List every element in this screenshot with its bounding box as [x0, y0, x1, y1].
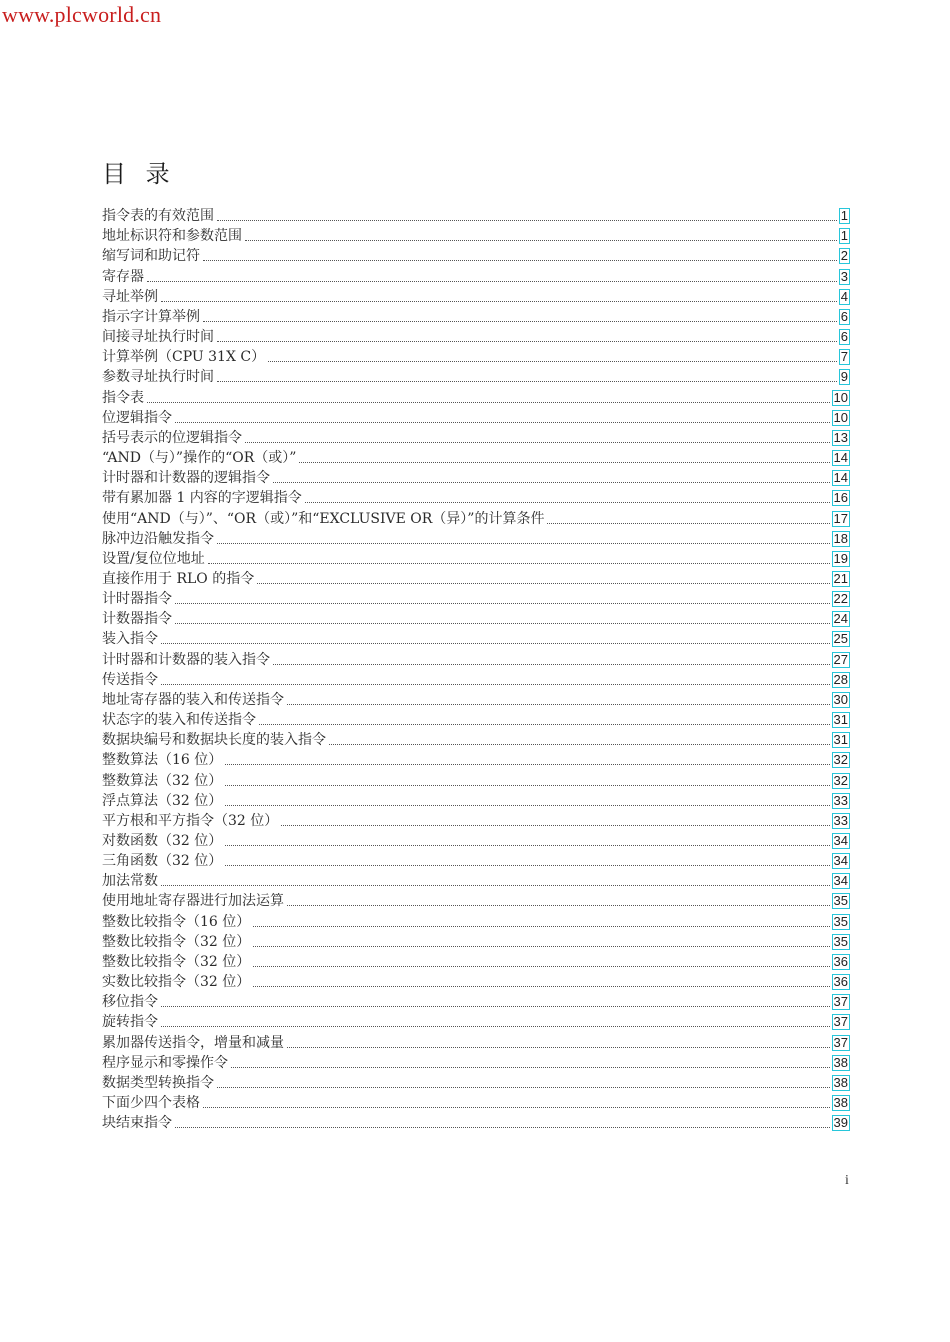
toc-entry[interactable]: [102, 1092, 850, 1112]
dot-leader: [253, 945, 829, 947]
toc-page-link[interactable]: 35: [833, 913, 848, 929]
toc-page-link[interactable]: 32: [833, 752, 848, 768]
dot-leader: [253, 965, 829, 967]
toc-entry[interactable]: [102, 548, 850, 568]
toc-entry[interactable]: [102, 487, 850, 507]
dot-leader: [287, 703, 830, 705]
toc-page-link[interactable]: 36: [833, 974, 848, 990]
toc-page-link[interactable]: 38: [833, 1074, 848, 1090]
dot-leader: [225, 763, 829, 765]
toc-entry[interactable]: [102, 971, 850, 991]
toc-page-link[interactable]: 4: [840, 288, 848, 304]
toc-page-link[interactable]: 18: [833, 530, 848, 546]
dot-leader: [175, 622, 830, 624]
toc-entry[interactable]: [102, 1011, 850, 1031]
toc-list: [102, 205, 850, 1132]
toc-entry[interactable]: [102, 568, 850, 588]
toc-page-link[interactable]: 7: [840, 349, 848, 365]
toc-entry-label: 累加器传送指令，增量和减量: [102, 1034, 284, 1051]
toc-entry[interactable]: [102, 346, 850, 366]
toc-page-link[interactable]: 35: [833, 933, 848, 949]
toc-entry[interactable]: [102, 890, 850, 910]
toc-page-link[interactable]: 22: [833, 591, 848, 607]
dot-leader: [203, 320, 837, 322]
toc-entry[interactable]: [102, 1031, 850, 1051]
toc-page-link[interactable]: 19: [833, 550, 848, 566]
toc-entry[interactable]: [102, 528, 850, 548]
toc-page-link[interactable]: 9: [840, 369, 848, 385]
toc-entry[interactable]: [102, 1112, 850, 1132]
toc-entry-label: 参数寻址执行时间: [102, 369, 214, 386]
toc-entry[interactable]: [102, 507, 850, 527]
toc-entry[interactable]: [102, 648, 850, 668]
toc-entry-label: 设置/复位位地址: [102, 550, 205, 567]
dot-leader: [245, 441, 830, 443]
dot-leader: [161, 1005, 830, 1007]
toc-entry-label: 计时器指令: [102, 591, 172, 608]
toc-page-link[interactable]: 34: [833, 873, 848, 889]
toc-entry-label: 对数函数（32 位）: [102, 833, 223, 849]
toc-entry-label: 间接寻址执行时间: [102, 329, 214, 346]
toc-entry[interactable]: [102, 326, 850, 346]
dot-leader: [217, 1086, 830, 1088]
toc-entry[interactable]: [102, 205, 850, 225]
dot-leader: [299, 461, 829, 463]
toc-entry-label: 浮点算法（32 位）: [102, 792, 223, 809]
toc-page-link[interactable]: 38: [833, 1054, 848, 1070]
toc-entry-label: 三角函数（32 位）: [102, 853, 223, 870]
toc-entry[interactable]: [102, 225, 850, 245]
dot-leader: [147, 401, 830, 403]
toc-entry-label: 指令表: [102, 389, 144, 406]
toc-page-link[interactable]: 33: [833, 812, 848, 828]
toc-entry-label: 平方根和平方指令（32 位）: [102, 812, 279, 829]
dot-leader: [175, 421, 830, 423]
toc-entry-label: 程序显示和零操作令: [102, 1054, 228, 1071]
toc-entry-label: 计时器和计数器的逻辑指令: [102, 470, 270, 487]
toc-page-link[interactable]: 30: [833, 691, 848, 707]
toc-entry-label: 带有累加器 1 内容的字逻辑指令: [102, 490, 302, 507]
toc-title: 目 录: [102, 160, 176, 188]
toc-page-link[interactable]: 31: [833, 712, 848, 728]
toc-page-link[interactable]: 37: [833, 1034, 848, 1050]
toc-page-link[interactable]: 13: [833, 429, 848, 445]
dot-leader: [217, 219, 837, 221]
toc-entry[interactable]: [102, 709, 850, 729]
toc-entry-label: 括号表示的位逻辑指令: [102, 429, 242, 446]
dot-leader: [203, 259, 837, 261]
dot-leader: [225, 864, 829, 866]
dot-leader: [217, 542, 830, 544]
toc-entry[interactable]: [102, 427, 850, 447]
toc-entry[interactable]: [102, 306, 850, 326]
toc-entry[interactable]: [102, 669, 850, 689]
toc-page-link[interactable]: 10: [833, 389, 848, 405]
toc-entry-label: 使用地址寄存器进行加法运算: [102, 893, 284, 910]
toc-entry-label: 整数比较指令（16 位）: [102, 913, 251, 930]
toc-entry[interactable]: [102, 467, 850, 487]
toc-entry-label: 移位指令: [102, 994, 158, 1011]
dot-leader: [245, 239, 837, 241]
toc-entry-label: 使用“AND（与）”、“OR（或）”和“EXCLUSIVE OR（异）”的计算条件: [102, 510, 545, 527]
toc-entry-label: 寄存器: [102, 268, 144, 285]
dot-leader: [225, 844, 829, 846]
toc-entry-label: 装入指令: [102, 631, 158, 648]
toc-page-link[interactable]: 17: [833, 510, 848, 526]
toc-entry[interactable]: [102, 588, 850, 608]
dot-leader: [161, 300, 837, 302]
dot-leader: [253, 925, 829, 927]
toc-page-link[interactable]: 16: [833, 490, 848, 506]
toc-entry-label: 地址寄存器的装入和传送指令: [102, 691, 284, 708]
toc-page-link[interactable]: 39: [833, 1115, 848, 1131]
dot-leader: [161, 1025, 830, 1027]
watermark-link[interactable]: www.plcworld.cn: [2, 2, 162, 27]
toc-entry[interactable]: [102, 870, 850, 890]
page-number: i: [845, 1173, 849, 1188]
dot-leader: [175, 602, 830, 604]
toc-page-link[interactable]: 32: [833, 772, 848, 788]
toc-entry-label: 块结束指令: [102, 1115, 172, 1132]
toc-page-link[interactable]: 14: [833, 450, 848, 466]
dot-leader: [281, 824, 829, 826]
dot-leader: [257, 582, 829, 584]
toc-entry-label: 整数算法（32 位）: [102, 772, 223, 789]
dot-leader: [231, 1066, 830, 1068]
dot-leader: [273, 481, 830, 483]
toc-entry[interactable]: [102, 830, 850, 850]
toc-page-link[interactable]: 3: [840, 268, 848, 284]
toc-page-link[interactable]: 24: [833, 611, 848, 627]
dot-leader: [217, 380, 837, 382]
toc-page-link[interactable]: 10: [833, 409, 848, 425]
dot-leader: [175, 1126, 830, 1128]
dot-leader: [225, 804, 829, 806]
toc-entry-label: 计算举例（CPU 31X C）: [102, 349, 266, 366]
toc-entry[interactable]: [102, 910, 850, 930]
toc-entry-label: 整数比较指令（32 位）: [102, 953, 251, 970]
dot-leader: [225, 784, 829, 786]
toc-entry-label: 加法常数: [102, 873, 158, 890]
toc-entry[interactable]: [102, 689, 850, 709]
toc-entry-label: 下面少四个表格: [102, 1095, 200, 1112]
toc-entry[interactable]: [102, 951, 850, 971]
toc-entry-label: 传送指令: [102, 671, 158, 688]
dot-leader: [161, 642, 830, 644]
toc-page-link[interactable]: 33: [833, 792, 848, 808]
toc-entry-label: 计数器指令: [102, 611, 172, 628]
toc-entry[interactable]: [102, 729, 850, 749]
toc-page-link[interactable]: 34: [833, 853, 848, 869]
toc-entry-label: 计时器和计数器的装入指令: [102, 651, 270, 668]
toc-page-link[interactable]: 6: [840, 329, 848, 345]
toc-entry-label: 寻址举例: [102, 288, 158, 305]
toc-page-link[interactable]: 2: [840, 248, 848, 264]
dot-leader: [305, 501, 830, 503]
dot-leader: [287, 1046, 830, 1048]
dot-leader: [208, 562, 830, 564]
toc-page-link[interactable]: 6: [840, 308, 848, 324]
toc-page-link[interactable]: 28: [833, 671, 848, 687]
toc-entry[interactable]: [102, 245, 850, 265]
toc-entry[interactable]: [102, 931, 850, 951]
toc-entry[interactable]: [102, 366, 850, 386]
toc-page-link[interactable]: 38: [833, 1095, 848, 1111]
dot-leader: [161, 884, 830, 886]
toc-entry-label: 实数比较指令（32 位）: [102, 974, 251, 991]
toc-page-link[interactable]: 25: [833, 631, 848, 647]
dot-leader: [259, 723, 830, 725]
toc-entry-label: 整数算法（16 位）: [102, 752, 223, 769]
toc-page-link[interactable]: 31: [833, 732, 848, 748]
toc-entry-label: 指示字计算举例: [102, 308, 200, 325]
toc-entry[interactable]: [102, 1052, 850, 1072]
toc-entry[interactable]: [102, 790, 850, 810]
toc-entry[interactable]: [102, 991, 850, 1011]
toc-entry[interactable]: [102, 749, 850, 769]
toc-entry-label: 指令表的有效范围: [102, 208, 214, 225]
dot-leader: [329, 743, 830, 745]
dot-leader: [203, 1106, 830, 1108]
toc-entry-label: 位逻辑指令: [102, 409, 172, 426]
toc-page-link[interactable]: 21: [833, 570, 848, 586]
dot-leader: [268, 360, 837, 362]
dot-leader: [287, 904, 830, 906]
toc-entry-label: 数据类型转换指令: [102, 1074, 214, 1091]
toc-page-link[interactable]: 34: [833, 833, 848, 848]
toc-entry[interactable]: [102, 850, 850, 870]
toc-entry[interactable]: [102, 769, 850, 789]
toc-page-link[interactable]: 36: [833, 953, 848, 969]
toc-entry-label: 缩写词和助记符: [102, 248, 200, 265]
toc-page-link[interactable]: 27: [833, 651, 848, 667]
dot-leader: [273, 663, 830, 665]
toc-entry-label: 地址标识符和参数范围: [102, 228, 242, 245]
dot-leader: [253, 985, 829, 987]
toc-entry[interactable]: [102, 386, 850, 406]
toc-entry-label: 直接作用于 RLO 的指令: [102, 570, 255, 587]
toc-page-link[interactable]: 35: [833, 893, 848, 909]
toc-entry-label: 旋转指令: [102, 1014, 158, 1031]
toc-page-link[interactable]: 37: [833, 1014, 848, 1030]
toc-entry[interactable]: [102, 407, 850, 427]
toc-page-link[interactable]: 1: [840, 228, 848, 244]
toc-entry[interactable]: [102, 286, 850, 306]
toc-entry[interactable]: [102, 265, 850, 285]
toc-entry-label: “AND（与）”操作的“OR（或）”: [102, 450, 297, 467]
toc-page-link[interactable]: 1: [840, 208, 848, 224]
toc-entry[interactable]: [102, 447, 850, 467]
toc-entry[interactable]: [102, 1072, 850, 1092]
toc-entry[interactable]: [102, 628, 850, 648]
toc-entry[interactable]: [102, 810, 850, 830]
toc-entry-label: 数据块编号和数据块长度的装入指令: [102, 732, 326, 749]
toc-entry-label: 脉冲边沿触发指令: [102, 530, 214, 547]
toc-page-link[interactable]: 37: [833, 994, 848, 1010]
toc-entry-label: 状态字的装入和传送指令: [102, 712, 256, 729]
toc-entry[interactable]: [102, 608, 850, 628]
dot-leader: [161, 683, 830, 685]
toc-entry-label: 整数比较指令（32 位）: [102, 933, 251, 950]
dot-leader: [217, 340, 837, 342]
dot-leader: [147, 280, 837, 282]
dot-leader: [547, 522, 829, 524]
toc-page-link[interactable]: 14: [833, 470, 848, 486]
